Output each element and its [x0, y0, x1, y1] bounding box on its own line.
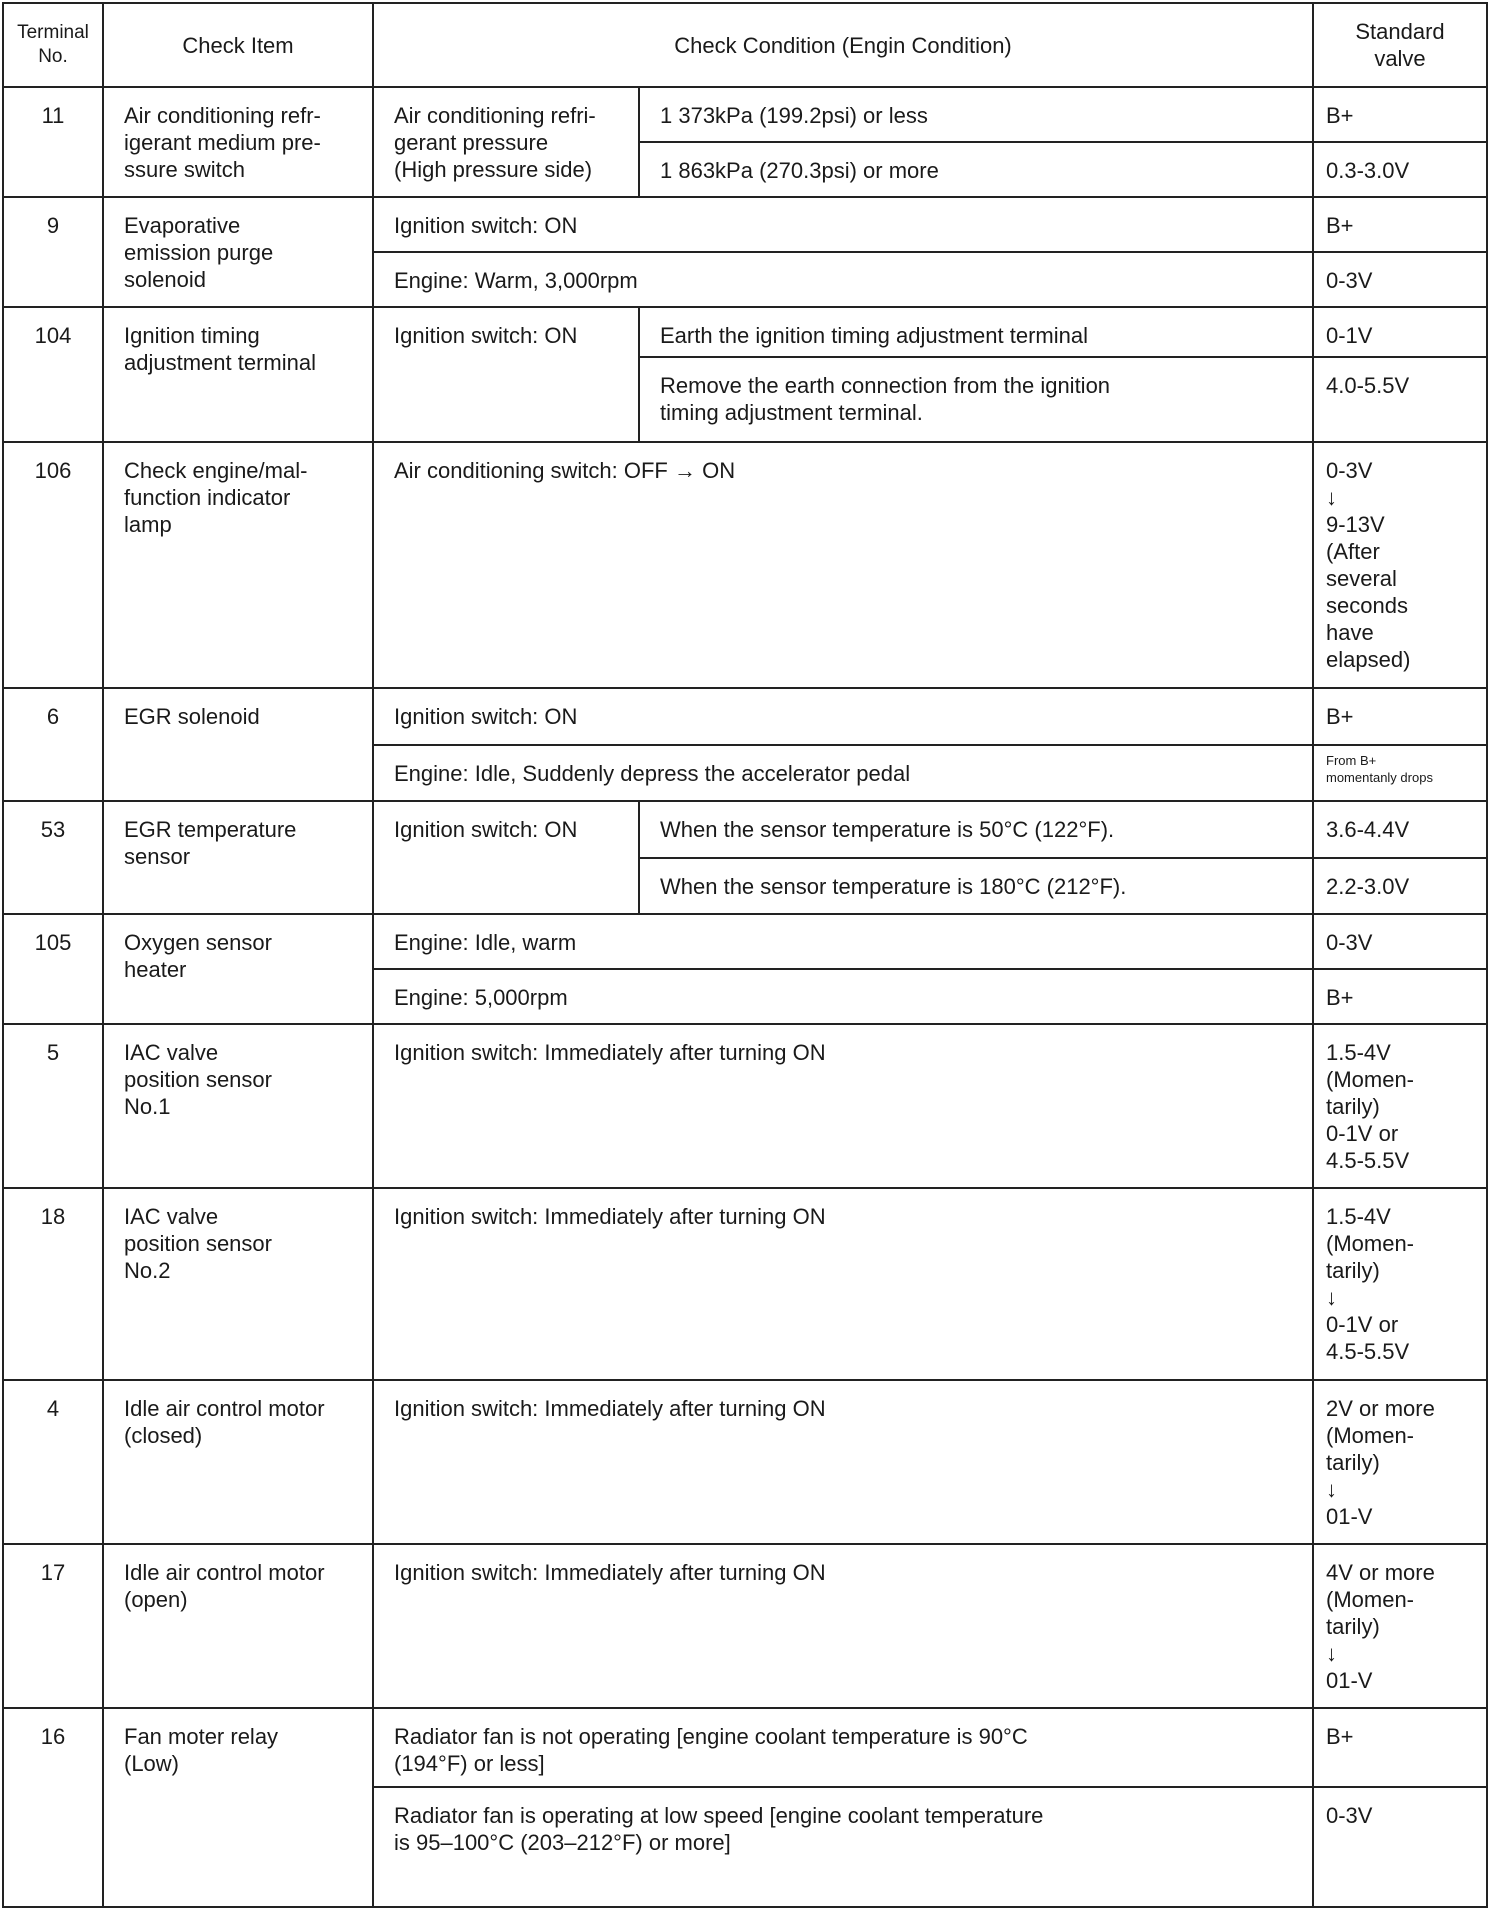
sub-condition: Ignition switch: Immediately after turning ON [373, 1188, 1313, 1380]
check-item: Fan moter relay (Low) [103, 1708, 373, 1907]
standard-value: B+ [1313, 969, 1487, 1024]
check-item: Check engine/mal- function indicator lamp [103, 442, 373, 688]
standard-value: 0-3V [1313, 914, 1487, 969]
sub-condition: Engine: Idle, Suddenly depress the accelerator pedal [373, 745, 1313, 801]
table-row [3, 1380, 1487, 1544]
table-row [3, 87, 1487, 142]
sub-condition: When the sensor temperature is 180°C (212°F). [639, 858, 1313, 914]
standard-value: B+ [1313, 688, 1487, 745]
sub-condition: Ignition switch: Immediately after turning ON [373, 1024, 1313, 1188]
sub-condition: 1 373kPa (199.2psi) or less [639, 87, 1313, 142]
check-item: Oxygen sensor heater [103, 914, 373, 1024]
terminal-no: 5 [3, 1024, 103, 1188]
check-item: EGR temperature sensor [103, 801, 373, 914]
terminal-no: 11 [3, 87, 103, 197]
standard-value: 2.2-3.0V [1313, 858, 1487, 914]
terminal-no: 6 [3, 688, 103, 801]
table-row [3, 688, 1487, 745]
standard-value: B+ [1313, 197, 1487, 252]
standard-value: B+ [1313, 87, 1487, 142]
table-row [3, 1708, 1487, 1787]
sub-condition: Ignition switch: Immediately after turning ON [373, 1544, 1313, 1708]
table-row [3, 1024, 1487, 1188]
check-item: Ignition timing adjustment terminal [103, 307, 373, 442]
standard-value: 3.6-4.4V [1313, 801, 1487, 858]
standard-value: 4.0-5.5V [1313, 357, 1487, 442]
table-row [3, 914, 1487, 969]
header-check-condition: Check Condition (Engin Condition) [373, 3, 1313, 87]
table-row [3, 442, 1487, 688]
standard-value: 0-3V ↓ 9-13V (After several seconds have elapsed) [1313, 442, 1487, 688]
sub-condition: Air conditioning switch: OFF → ON [373, 442, 1313, 688]
check-condition: Ignition switch: ON [373, 307, 639, 442]
terminal-no: 18 [3, 1188, 103, 1380]
header-check-item: Check Item [103, 3, 373, 87]
sub-condition: Earth the ignition timing adjustment terminal [639, 307, 1313, 357]
document-page [2, 2, 1486, 1896]
sub-condition: Ignition switch: Immediately after turning ON [373, 1380, 1313, 1544]
standard-value: 0.3-3.0V [1313, 142, 1487, 197]
standard-value: 0-3V [1313, 252, 1487, 307]
sub-condition: Radiator fan is not operating [engine coolant temperature is 90°C (194°F) or less] [373, 1708, 1313, 1787]
sub-condition: Engine: Warm, 3,000rpm [373, 252, 1313, 307]
sub-condition: Remove the earth connection from the ignition timing adjustment terminal. [639, 357, 1313, 442]
standard-value: 1.5-4V (Momen- tarily) ↓ 0-1V or 4.5-5.5V [1313, 1188, 1487, 1380]
header-terminal-no: Terminal No. [3, 3, 103, 87]
sub-condition: Engine: Idle, warm [373, 914, 1313, 969]
sub-condition: Ignition switch: ON [373, 688, 1313, 745]
sub-condition: Radiator fan is operating at low speed [engine coolant temperature is 95–100°C (203–212°F) or more] [373, 1787, 1313, 1907]
standard-value: 0-3V [1313, 1787, 1487, 1907]
check-condition: Air conditioning refri- gerant pressure (High pressure side) [373, 87, 639, 197]
check-condition: Ignition switch: ON [373, 801, 639, 914]
sub-condition: Engine: 5,000rpm [373, 969, 1313, 1024]
header-row [3, 3, 1487, 87]
standard-value: B+ [1313, 1708, 1487, 1787]
terminal-no: 4 [3, 1380, 103, 1544]
check-item: Evaporative emission purge solenoid [103, 197, 373, 307]
table-row [3, 307, 1487, 357]
sub-condition: 1 863kPa (270.3psi) or more [639, 142, 1313, 197]
standard-value: 1.5-4V (Momen- tarily) 0-1V or 4.5-5.5V [1313, 1024, 1487, 1188]
sub-condition: When the sensor temperature is 50°C (122°F). [639, 801, 1313, 858]
table-row [3, 801, 1487, 858]
check-item: Idle air control motor (closed) [103, 1380, 373, 1544]
header-standard-value: Standard valve [1313, 3, 1487, 87]
standard-value: 0-1V [1313, 307, 1487, 357]
sub-condition: Ignition switch: ON [373, 197, 1313, 252]
table-row [3, 197, 1487, 252]
check-item: EGR solenoid [103, 688, 373, 801]
terminal-no: 104 [3, 307, 103, 442]
standard-value: 4V or more (Momen- tarily) ↓ 01-V [1313, 1544, 1487, 1708]
terminal-no: 17 [3, 1544, 103, 1708]
terminal-no: 105 [3, 914, 103, 1024]
check-item: Idle air control motor (open) [103, 1544, 373, 1708]
terminal-check-table [2, 2, 1488, 1908]
check-item: IAC valve position sensor No.2 [103, 1188, 373, 1380]
terminal-no: 9 [3, 197, 103, 307]
terminal-no: 53 [3, 801, 103, 914]
table-row [3, 1188, 1487, 1380]
check-item: IAC valve position sensor No.1 [103, 1024, 373, 1188]
standard-value: 2V or more (Momen- tarily) ↓ 01-V [1313, 1380, 1487, 1544]
standard-value: From B+ momentanly drops [1313, 745, 1487, 801]
check-item: Air conditioning refr- igerant medium pre- ssure switch [103, 87, 373, 197]
terminal-no: 16 [3, 1708, 103, 1907]
terminal-no: 106 [3, 442, 103, 688]
table-row [3, 1544, 1487, 1708]
